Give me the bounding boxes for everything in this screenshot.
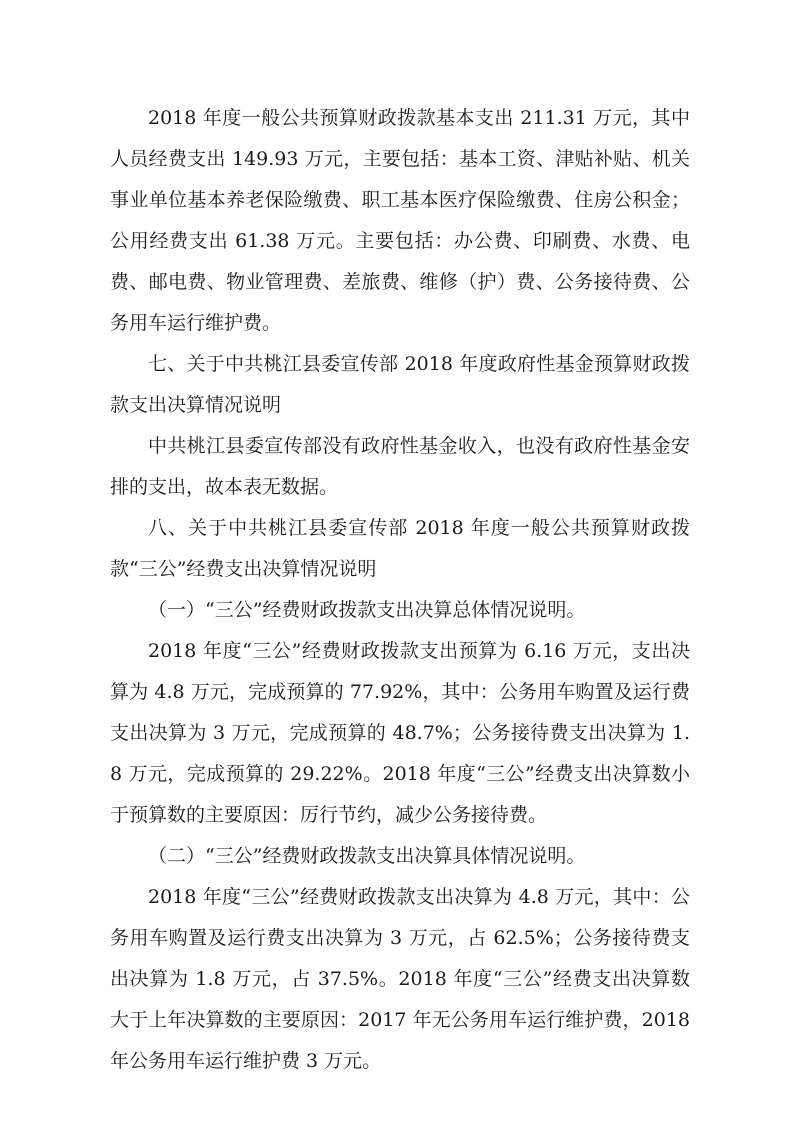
paragraph-three-public-overall: 2018 年度“三公”经费财政拨款支出预算为 6.16 万元，支出决算为 4.8 万元，完成预算的 77.92%，其中：公务用车购置及运行费支出决算为 3 万元，完成预算的 48.7%；公务接待费支出决算为 1.8 万元，完成预算的 29.22%。2018 年度“三公”经费支出决算数小于预算数的主要原因：厉行节约，减少公务接待费。 — [110, 640, 690, 826]
section-heading-8: 八、关于中共桃江县委宣传部 2018 年度一般公共预算财政拨款“三公”经费支出决算情况说明 — [110, 517, 690, 580]
subsection-heading-2: （二）“三公”经费财政拨款支出决算具体情况说明。 — [148, 845, 586, 867]
paragraph-three-public-detail: 2018 年度“三公”经费财政拨款支出决算为 4.8 万元，其中：公务用车购置及运行费支出决算为 3 万元，占 62.5%；公务接待费支出决算为 1.8 万元，占 37.5%。2018 年度“三公”经费支出决算数大于上年决算数的主要原因：2017 年无公务用车运行维护费，2018 年公务用车运行维护费 3 万元。 — [110, 886, 690, 1072]
section-heading-7: 七、关于中共桃江县委宣传部 2018 年度政府性基金预算财政拨款支出决算情况说明 — [110, 353, 690, 416]
subsection-heading-1: （一）“三公”经费财政拨款支出决算总体情况说明。 — [148, 599, 586, 621]
document-body — [110, 98, 690, 1082]
paragraph-basic-expenditure: 2018 年度一般公共预算财政拨款基本支出 211.31 万元，其中人员经费支出 149.93 万元，主要包括：基本工资、津贴补贴、机关事业单位基本养老保险缴费、职工基本医疗保险缴费、住房公积金；公用经费支出 61.38 万元。主要包括：办公费、印刷费、水费、电费、邮电费、物业管理费、差旅费、维修（护）费、公务接待费、公务用车运行维护费。 — [110, 107, 690, 334]
paragraph-government-fund: 中共桃江县委宣传部没有政府性基金收入，也没有政府性基金安排的支出，故本表无数据。 — [110, 435, 690, 498]
